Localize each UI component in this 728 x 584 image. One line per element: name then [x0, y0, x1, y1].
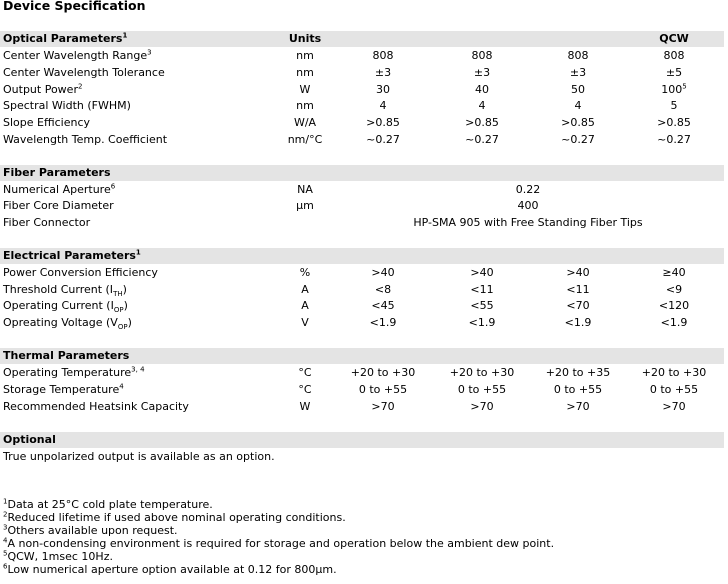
value-col1: <1.9 — [369, 316, 397, 329]
value-col1: >40 — [371, 266, 395, 279]
value-col2: <11 — [470, 283, 494, 296]
table-row — [0, 382, 724, 398]
value-col1: <45 — [371, 299, 395, 312]
param-label: Slope Efficiency — [3, 116, 91, 129]
optional-row — [0, 449, 724, 465]
electrical-header: Electrical Parameters$^1$ — [3, 248, 141, 262]
param-unit: nm — [296, 49, 314, 62]
param-label: Center Wavelength Range$^3$ — [3, 48, 152, 62]
table-row — [0, 48, 724, 64]
param-label: Threshold Current $(I_{TH})$ — [3, 283, 127, 299]
param-unit: V — [301, 316, 309, 329]
value-col2: 0 to +55 — [457, 383, 507, 396]
param-label: Recommended Heatsink Capacity — [3, 400, 189, 413]
value-qcw: ±5 — [665, 66, 683, 79]
param-unit: W — [299, 400, 311, 413]
param-label: Power Conversion Efficiency — [3, 266, 158, 279]
optional-header: Optional — [3, 433, 56, 446]
param-value: HP-SMA 905 with Free Standing Fiber Tips — [413, 216, 643, 229]
value-qcw: 0 to +55 — [649, 383, 699, 396]
value-col3: <11 — [566, 283, 590, 296]
qcw-header: QCW — [659, 32, 689, 45]
value-col3: >0.85 — [561, 116, 595, 129]
value-col2: <55 — [470, 299, 494, 312]
value-col3: <70 — [566, 299, 590, 312]
value-qcw: <120 — [658, 299, 690, 312]
electrical-header-row — [0, 248, 724, 264]
value-col3: 50 — [571, 83, 585, 96]
optional-text: True unpolarized output is available as an option. — [3, 450, 275, 463]
value-col2: >40 — [470, 266, 494, 279]
param-unit: W — [299, 83, 311, 96]
value-col2: 40 — [475, 83, 489, 96]
table-row — [0, 65, 724, 81]
table-row — [0, 298, 724, 314]
param-unit: % — [299, 266, 311, 279]
value-col3: >70 — [566, 400, 590, 413]
value-col2: 4 — [478, 99, 486, 112]
param-label: Center Wavelength Tolerance — [3, 66, 165, 79]
table-row — [0, 265, 724, 281]
footnote: $^6$Low numerical aperture option available at 0.12 for 800µm. — [3, 562, 337, 576]
footnote: $^1$Data at 25°C cold plate temperature. — [3, 497, 213, 511]
param-unit: nm/°C — [287, 133, 323, 146]
value-col1: 4 — [379, 99, 387, 112]
param-unit: µm — [296, 199, 314, 212]
footnote: $^3$Others available upon request. — [3, 523, 178, 537]
value-qcw: <1.9 — [660, 316, 688, 329]
param-unit: A — [301, 283, 309, 296]
table-row — [0, 282, 724, 298]
page-title: Device Specification — [3, 0, 146, 13]
table-row — [0, 365, 724, 381]
param-unit: nm — [296, 66, 314, 79]
param-label: Operating Temperature$^{3, 4}$ — [3, 365, 145, 379]
value-col3: 808 — [567, 49, 589, 62]
table-row — [0, 98, 724, 114]
table-row — [0, 115, 724, 131]
param-value: 0.22 — [515, 183, 541, 196]
fiber-header-row — [0, 165, 724, 181]
table-row — [0, 182, 724, 198]
table-row — [0, 132, 724, 148]
param-label: Operating Current $(I_{OP})$ — [3, 299, 128, 315]
value-qcw: 808 — [663, 49, 685, 62]
param-unit: nm — [296, 99, 314, 112]
param-label: Opreating Voltage $(V_{OP})$ — [3, 316, 132, 332]
value-col1: >70 — [371, 400, 395, 413]
optical-header: Optical Parameters$^1$ — [3, 31, 128, 45]
value-col3: +20 to +35 — [545, 366, 611, 379]
value-col3: >40 — [566, 266, 590, 279]
footnote: $^2$Reduced lifetime if used above nominal operating conditions. — [3, 510, 346, 524]
value-qcw: +20 to +30 — [641, 366, 707, 379]
param-unit: W/A — [293, 116, 317, 129]
thermal-header: Thermal Parameters — [3, 349, 130, 362]
value-col3: <1.9 — [564, 316, 592, 329]
param-unit: °C — [298, 383, 312, 396]
value-qcw: ≥40 — [662, 266, 686, 279]
value-col3: ~0.27 — [561, 133, 595, 146]
value-qcw: >0.85 — [657, 116, 691, 129]
fiber-header: Fiber Parameters — [3, 166, 111, 179]
table-row — [0, 399, 724, 415]
thermal-header-row — [0, 348, 724, 364]
value-col2: ±3 — [473, 66, 491, 79]
param-value: 400 — [517, 199, 539, 212]
value-qcw: <9 — [665, 283, 683, 296]
param-label: Fiber Core Diameter — [3, 199, 114, 212]
param-unit: NA — [297, 183, 313, 196]
param-unit: °C — [298, 366, 312, 379]
value-col2: >70 — [470, 400, 494, 413]
value-col3: 0 to +55 — [553, 383, 603, 396]
value-col2: <1.9 — [468, 316, 496, 329]
value-col3: 4 — [574, 99, 582, 112]
table-row — [0, 215, 724, 231]
param-label: Storage Temperature$^4$ — [3, 382, 124, 396]
value-qcw: 5 — [670, 99, 678, 112]
footnote: $^5$QCW, 1msec 10Hz. — [3, 549, 113, 563]
value-col1: 0 to +55 — [358, 383, 408, 396]
table-row — [0, 198, 724, 214]
value-col2: ~0.27 — [465, 133, 499, 146]
param-label: Spectral Width (FWHM) — [3, 99, 131, 112]
value-qcw: ~0.27 — [657, 133, 691, 146]
table-row — [0, 315, 724, 331]
value-col1: >0.85 — [366, 116, 400, 129]
param-label: Output Power$^2$ — [3, 82, 83, 96]
param-label: Numerical Aperture$^6$ — [3, 182, 116, 196]
value-col1: 808 — [372, 49, 394, 62]
value-col1: ~0.27 — [366, 133, 400, 146]
table-row — [0, 82, 724, 98]
value-col1: +20 to +30 — [350, 366, 416, 379]
optical-header-row — [0, 31, 724, 47]
footnote: $^4$A non-condensing environment is required for storage and operation below the ambient dew point. — [3, 536, 555, 550]
param-label: Wavelength Temp. Coefficient — [3, 133, 168, 146]
value-col3: ±3 — [569, 66, 587, 79]
optional-header-row — [0, 432, 724, 448]
value-col2: >0.85 — [465, 116, 499, 129]
value-col2: 808 — [471, 49, 493, 62]
value-col1: ±3 — [374, 66, 392, 79]
value-qcw: $100^5$ — [661, 82, 687, 96]
value-col1: <8 — [374, 283, 392, 296]
value-qcw: >70 — [662, 400, 686, 413]
value-col1: 30 — [376, 83, 390, 96]
param-unit: A — [301, 299, 309, 312]
units-header: Units — [288, 32, 322, 45]
value-col2: +20 to +30 — [449, 366, 515, 379]
param-label: Fiber Connector — [3, 216, 91, 229]
